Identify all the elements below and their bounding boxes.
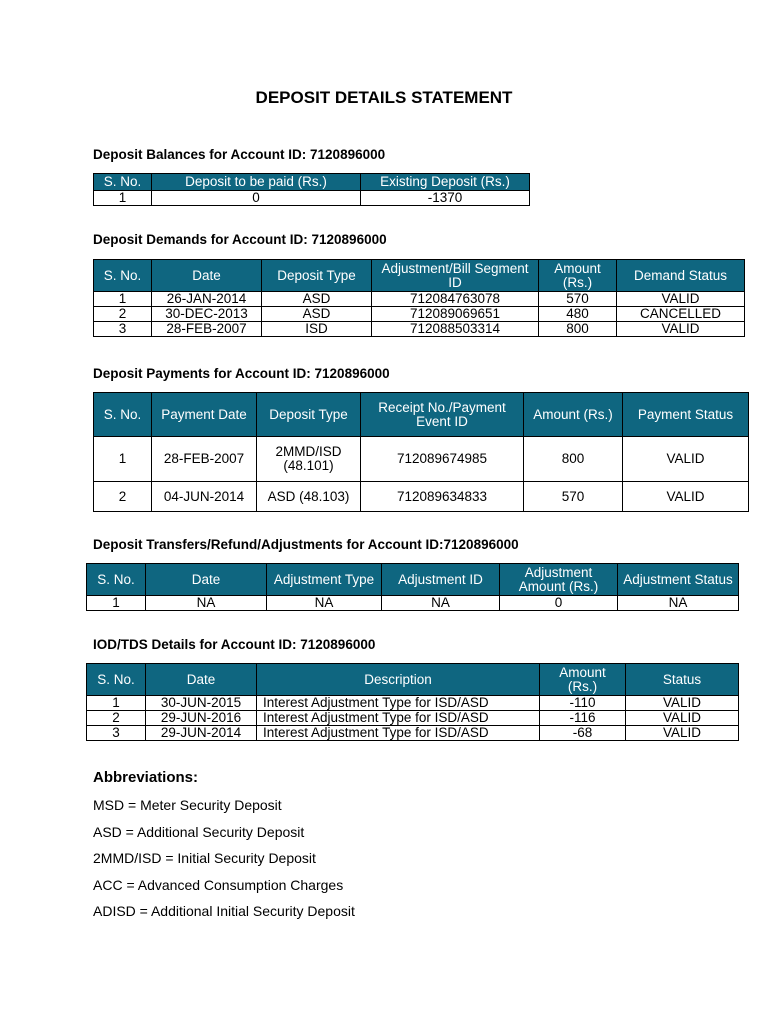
table-row	[94, 191, 530, 206]
table-cell: 712088503314	[372, 322, 539, 337]
table-cell: VALID	[617, 322, 745, 337]
table-cell: 2	[94, 482, 152, 512]
column-header: S. No.	[87, 664, 146, 696]
column-header: Adjustment/Bill Segment ID	[372, 260, 539, 292]
table-cell: 1	[87, 596, 146, 611]
column-header: S. No.	[87, 564, 146, 596]
table-cell: NA	[382, 596, 500, 611]
table-cell: 1	[94, 437, 152, 482]
column-header: Adjustment Amount (Rs.)	[500, 564, 618, 596]
table-cell: VALID	[626, 726, 739, 741]
table-row	[94, 322, 745, 337]
payments-heading: Deposit Payments for Account ID: 7120896000	[93, 366, 390, 381]
abbreviation-item: ASD = Additional Security Deposit	[93, 824, 305, 840]
table-cell: Interest Adjustment Type for ISD/ASD	[257, 726, 540, 741]
iod-table	[86, 663, 739, 741]
demands-table	[93, 259, 745, 337]
table-cell: 0	[152, 191, 361, 206]
table-cell: 2MMD/ISD (48.101)	[257, 437, 361, 482]
table-cell: 2	[87, 711, 146, 726]
abbreviations-heading: Abbreviations:	[93, 769, 199, 786]
column-header: Demand Status	[617, 260, 745, 292]
table-cell: 712084763078	[372, 292, 539, 307]
table-cell: VALID	[623, 437, 749, 482]
transfers-heading: Deposit Transfers/Refund/Adjustments for Account ID:7120896000	[93, 537, 519, 552]
table-cell: VALID	[623, 482, 749, 512]
payments-table	[93, 392, 749, 512]
column-header: Adjustment ID	[382, 564, 500, 596]
transfers-table	[86, 563, 739, 611]
column-header: Description	[257, 664, 540, 696]
column-header: S. No.	[94, 174, 152, 191]
table-cell: NA	[618, 596, 739, 611]
table-cell: 1	[94, 191, 152, 206]
table-header-row	[87, 664, 739, 696]
table-row	[87, 696, 739, 711]
table-cell: VALID	[626, 711, 739, 726]
column-header: Payment Date	[152, 393, 257, 437]
iod-heading: IOD/TDS Details for Account ID: 7120896000	[93, 637, 376, 652]
table-cell: 2	[94, 307, 152, 322]
balances-heading: Deposit Balances for Account ID: 7120896000	[93, 147, 386, 162]
abbreviation-item: 2MMD/ISD = Initial Security Deposit	[93, 850, 316, 866]
column-header: Adjustment Type	[267, 564, 382, 596]
column-header: Amount (Rs.)	[524, 393, 623, 437]
column-header: Status	[626, 664, 739, 696]
table-cell: -1370	[361, 191, 530, 206]
column-header: Existing Deposit (Rs.)	[361, 174, 530, 191]
column-header: Date	[152, 260, 262, 292]
page-title: DEPOSIT DETAILS STATEMENT	[255, 88, 513, 107]
table-cell: 712089674985	[361, 437, 524, 482]
table-cell: -110	[540, 696, 626, 711]
table-cell: -68	[540, 726, 626, 741]
table-row	[94, 292, 745, 307]
table-cell: 1	[87, 696, 146, 711]
table-cell: 04-JUN-2014	[152, 482, 257, 512]
column-header: Amount (Rs.)	[539, 260, 617, 292]
column-header: Deposit Type	[262, 260, 372, 292]
table-row	[94, 437, 749, 482]
table-cell: NA	[146, 596, 267, 611]
table-cell: ASD	[262, 292, 372, 307]
column-header: Adjustment Status	[618, 564, 739, 596]
table-cell: Interest Adjustment Type for ISD/ASD	[257, 696, 540, 711]
table-cell: 3	[87, 726, 146, 741]
column-header: Date	[146, 564, 267, 596]
table-row	[94, 307, 745, 322]
table-cell: ASD	[262, 307, 372, 322]
table-cell: 800	[524, 437, 623, 482]
table-cell: 712089069651	[372, 307, 539, 322]
table-cell: -116	[540, 711, 626, 726]
table-cell: 3	[94, 322, 152, 337]
table-cell: 0	[500, 596, 618, 611]
column-header: S. No.	[94, 260, 152, 292]
table-cell: ISD	[262, 322, 372, 337]
table-header-row	[94, 260, 745, 292]
table-header-row	[94, 393, 749, 437]
column-header: Date	[146, 664, 257, 696]
column-header: Deposit Type	[257, 393, 361, 437]
table-cell: 30-JUN-2015	[146, 696, 257, 711]
column-header: Payment Status	[623, 393, 749, 437]
table-header-row	[94, 174, 530, 191]
table-cell: VALID	[626, 696, 739, 711]
table-cell: 570	[524, 482, 623, 512]
table-cell: 28-FEB-2007	[152, 437, 257, 482]
column-header: Receipt No./Payment Event ID	[361, 393, 524, 437]
table-cell: CANCELLED	[617, 307, 745, 322]
column-header: Deposit to be paid (Rs.)	[152, 174, 361, 191]
table-cell: 1	[94, 292, 152, 307]
table-cell: 28-FEB-2007	[152, 322, 262, 337]
table-cell: 29-JUN-2014	[146, 726, 257, 741]
table-row	[87, 596, 739, 611]
demands-heading: Deposit Demands for Account ID: 7120896000	[93, 232, 387, 247]
table-cell: 570	[539, 292, 617, 307]
table-row	[94, 482, 749, 512]
table-cell: VALID	[617, 292, 745, 307]
balances-table	[93, 173, 530, 206]
table-cell: ASD (48.103)	[257, 482, 361, 512]
table-cell: 30-DEC-2013	[152, 307, 262, 322]
column-header: Amount (Rs.)	[540, 664, 626, 696]
table-header-row	[87, 564, 739, 596]
table-cell: 26-JAN-2014	[152, 292, 262, 307]
table-cell: Interest Adjustment Type for ISD/ASD	[257, 711, 540, 726]
column-header: S. No.	[94, 393, 152, 437]
table-row	[87, 711, 739, 726]
table-row	[87, 726, 739, 741]
table-cell: NA	[267, 596, 382, 611]
table-cell: 480	[539, 307, 617, 322]
abbreviation-item: ADISD = Additional Initial Security Deposit	[93, 903, 355, 919]
table-cell: 29-JUN-2016	[146, 711, 257, 726]
abbreviation-item: ACC = Advanced Consumption Charges	[93, 877, 344, 893]
table-cell: 712089634833	[361, 482, 524, 512]
abbreviation-item: MSD = Meter Security Deposit	[93, 797, 282, 813]
table-cell: 800	[539, 322, 617, 337]
